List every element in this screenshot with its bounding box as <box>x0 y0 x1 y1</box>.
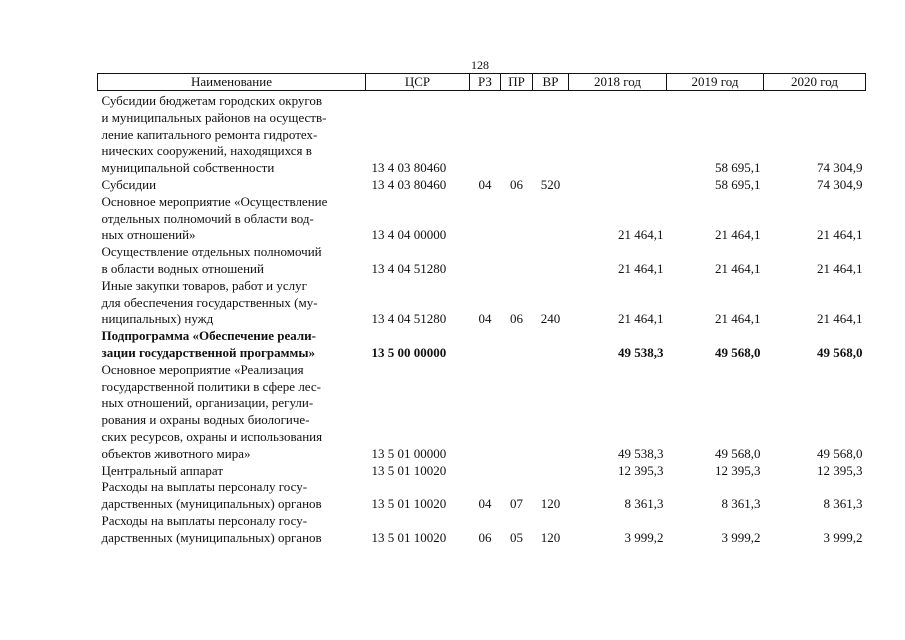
cell-vr <box>533 463 569 480</box>
cell-rz <box>470 463 501 480</box>
cell-2020: 8 361,3 <box>823 496 863 512</box>
table-row <box>98 362 866 463</box>
cell-csr: 13 5 01 10020 <box>371 462 447 478</box>
page-number: 128 <box>471 58 489 72</box>
cell-pr: 06 <box>510 176 523 192</box>
cell-2019: 21 464,1 <box>715 260 761 276</box>
cell-pr <box>501 91 533 177</box>
cell-2019: 21 464,1 <box>715 227 761 243</box>
cell-name: Расходы на выплаты персоналу госу- дарственных (муниципальных) органов <box>101 512 322 545</box>
cell-2018 <box>569 177 667 194</box>
cell-pr: 05 <box>510 529 523 545</box>
cell-2018: 21 464,1 <box>618 260 664 276</box>
header-pr: ПР <box>501 74 533 91</box>
cell-pr: 07 <box>510 496 523 512</box>
cell-2018: 49 538,3 <box>618 344 664 360</box>
cell-2020: 12 395,3 <box>817 462 863 478</box>
cell-csr: 13 5 01 10020 <box>371 529 447 545</box>
cell-vr: 120 <box>540 529 561 545</box>
cell-2020: 49 568,0 <box>817 445 863 461</box>
cell-2019: 8 361,3 <box>721 496 761 512</box>
cell-vr: 120 <box>540 496 561 512</box>
cell-2020: 74 304,9 <box>817 176 863 192</box>
cell-2020: 21 464,1 <box>817 260 863 276</box>
table-row <box>98 479 866 513</box>
table-row <box>98 244 866 278</box>
cell-name: Расходы на выплаты персоналу госу- дарственных (муниципальных) органов <box>101 479 322 512</box>
cell-name: Иные закупки товаров, работ и услуг для обеспечения государственных (му- ниципальных) нужд <box>101 277 318 327</box>
cell-2018 <box>569 91 667 177</box>
cell-csr: 13 4 03 80460 <box>371 160 447 176</box>
cell-2019: 12 395,3 <box>715 462 761 478</box>
cell-rz <box>470 328 501 362</box>
cell-name: Основное мероприятие «Реализация государственной политики в сфере лес- ных отношений, организации, регули- рования и охраны водных биологиче- ских ресурсов, охраны и использования объектов животного мира» <box>101 361 323 461</box>
cell-vr <box>533 194 569 244</box>
cell-csr: 13 5 01 10020 <box>371 496 447 512</box>
cell-2019: 49 568,0 <box>715 445 761 461</box>
cell-2019: 49 568,0 <box>715 344 761 360</box>
cell-rz: 04 <box>478 311 492 327</box>
header-csr: ЦСР <box>366 74 470 91</box>
cell-csr: 13 4 04 51280 <box>371 260 447 276</box>
cell-name: Основное мероприятие «Осуществление отдельных полномочий в области вод- ных отношений» <box>101 193 328 243</box>
cell-vr <box>533 91 569 177</box>
table-row <box>98 177 866 194</box>
cell-name: Подпрограмма «Обеспечение реали- зации государственной программы» <box>101 328 316 360</box>
cell-vr <box>533 244 569 278</box>
cell-rz <box>470 91 501 177</box>
cell-rz <box>470 194 501 244</box>
cell-2020: 74 304,9 <box>817 160 863 176</box>
cell-vr <box>533 362 569 463</box>
cell-csr: 13 5 01 00000 <box>371 445 447 461</box>
cell-rz: 06 <box>478 529 492 545</box>
table-row <box>98 194 866 244</box>
header-2018: 2018 год <box>569 74 667 91</box>
cell-rz <box>470 244 501 278</box>
cell-rz <box>470 362 501 463</box>
cell-csr: 13 5 00 00000 <box>371 344 447 360</box>
cell-pr: 06 <box>510 311 523 327</box>
table-row <box>98 513 866 547</box>
header-2019: 2019 год <box>667 74 764 91</box>
cell-name: Осуществление отдельных полномочий в области водных отношений <box>101 244 322 276</box>
cell-vr <box>533 328 569 362</box>
cell-vr: 520 <box>540 176 561 192</box>
cell-2018: 21 464,1 <box>618 227 664 243</box>
cell-2019: 58 695,1 <box>715 176 761 192</box>
cell-csr: 13 4 03 80460 <box>371 176 447 192</box>
header-vr: ВР <box>533 74 569 91</box>
budget-table <box>97 73 866 547</box>
header-name: Наименование <box>98 74 366 91</box>
cell-2020: 3 999,2 <box>823 529 863 545</box>
cell-csr: 13 4 04 00000 <box>371 227 447 243</box>
table-row <box>98 278 866 328</box>
cell-pr <box>501 244 533 278</box>
cell-vr: 240 <box>540 311 561 327</box>
cell-2018: 8 361,3 <box>624 496 664 512</box>
cell-2019: 58 695,1 <box>715 160 761 176</box>
cell-2020: 21 464,1 <box>817 227 863 243</box>
cell-2020: 49 568,0 <box>817 344 863 360</box>
cell-2018: 12 395,3 <box>618 462 664 478</box>
table-row <box>98 91 866 177</box>
cell-pr <box>501 463 533 480</box>
cell-name: Субсидии <box>101 176 157 192</box>
cell-pr <box>501 362 533 463</box>
cell-2019: 21 464,1 <box>715 311 761 327</box>
cell-2018: 3 999,2 <box>624 529 664 545</box>
cell-2018: 49 538,3 <box>618 445 664 461</box>
cell-name: Субсидии бюджетам городских округов и муниципальных районов на осуществ- ление капитального ремонта гидротех- нических сооружений, находящихся в муниципальной собственности <box>101 93 327 176</box>
cell-2019: 3 999,2 <box>721 529 761 545</box>
cell-2018: 21 464,1 <box>618 311 664 327</box>
table-header-row <box>98 74 866 91</box>
cell-name: Центральный аппарат <box>101 462 224 478</box>
table-row <box>98 463 866 480</box>
header-2020: 2020 год <box>764 74 866 91</box>
cell-rz: 04 <box>478 176 492 192</box>
cell-pr <box>501 328 533 362</box>
cell-csr: 13 4 04 51280 <box>371 311 447 327</box>
cell-pr <box>501 194 533 244</box>
cell-2020: 21 464,1 <box>817 311 863 327</box>
table-row <box>98 328 866 362</box>
header-rz: РЗ <box>470 74 501 91</box>
cell-rz: 04 <box>478 496 492 512</box>
